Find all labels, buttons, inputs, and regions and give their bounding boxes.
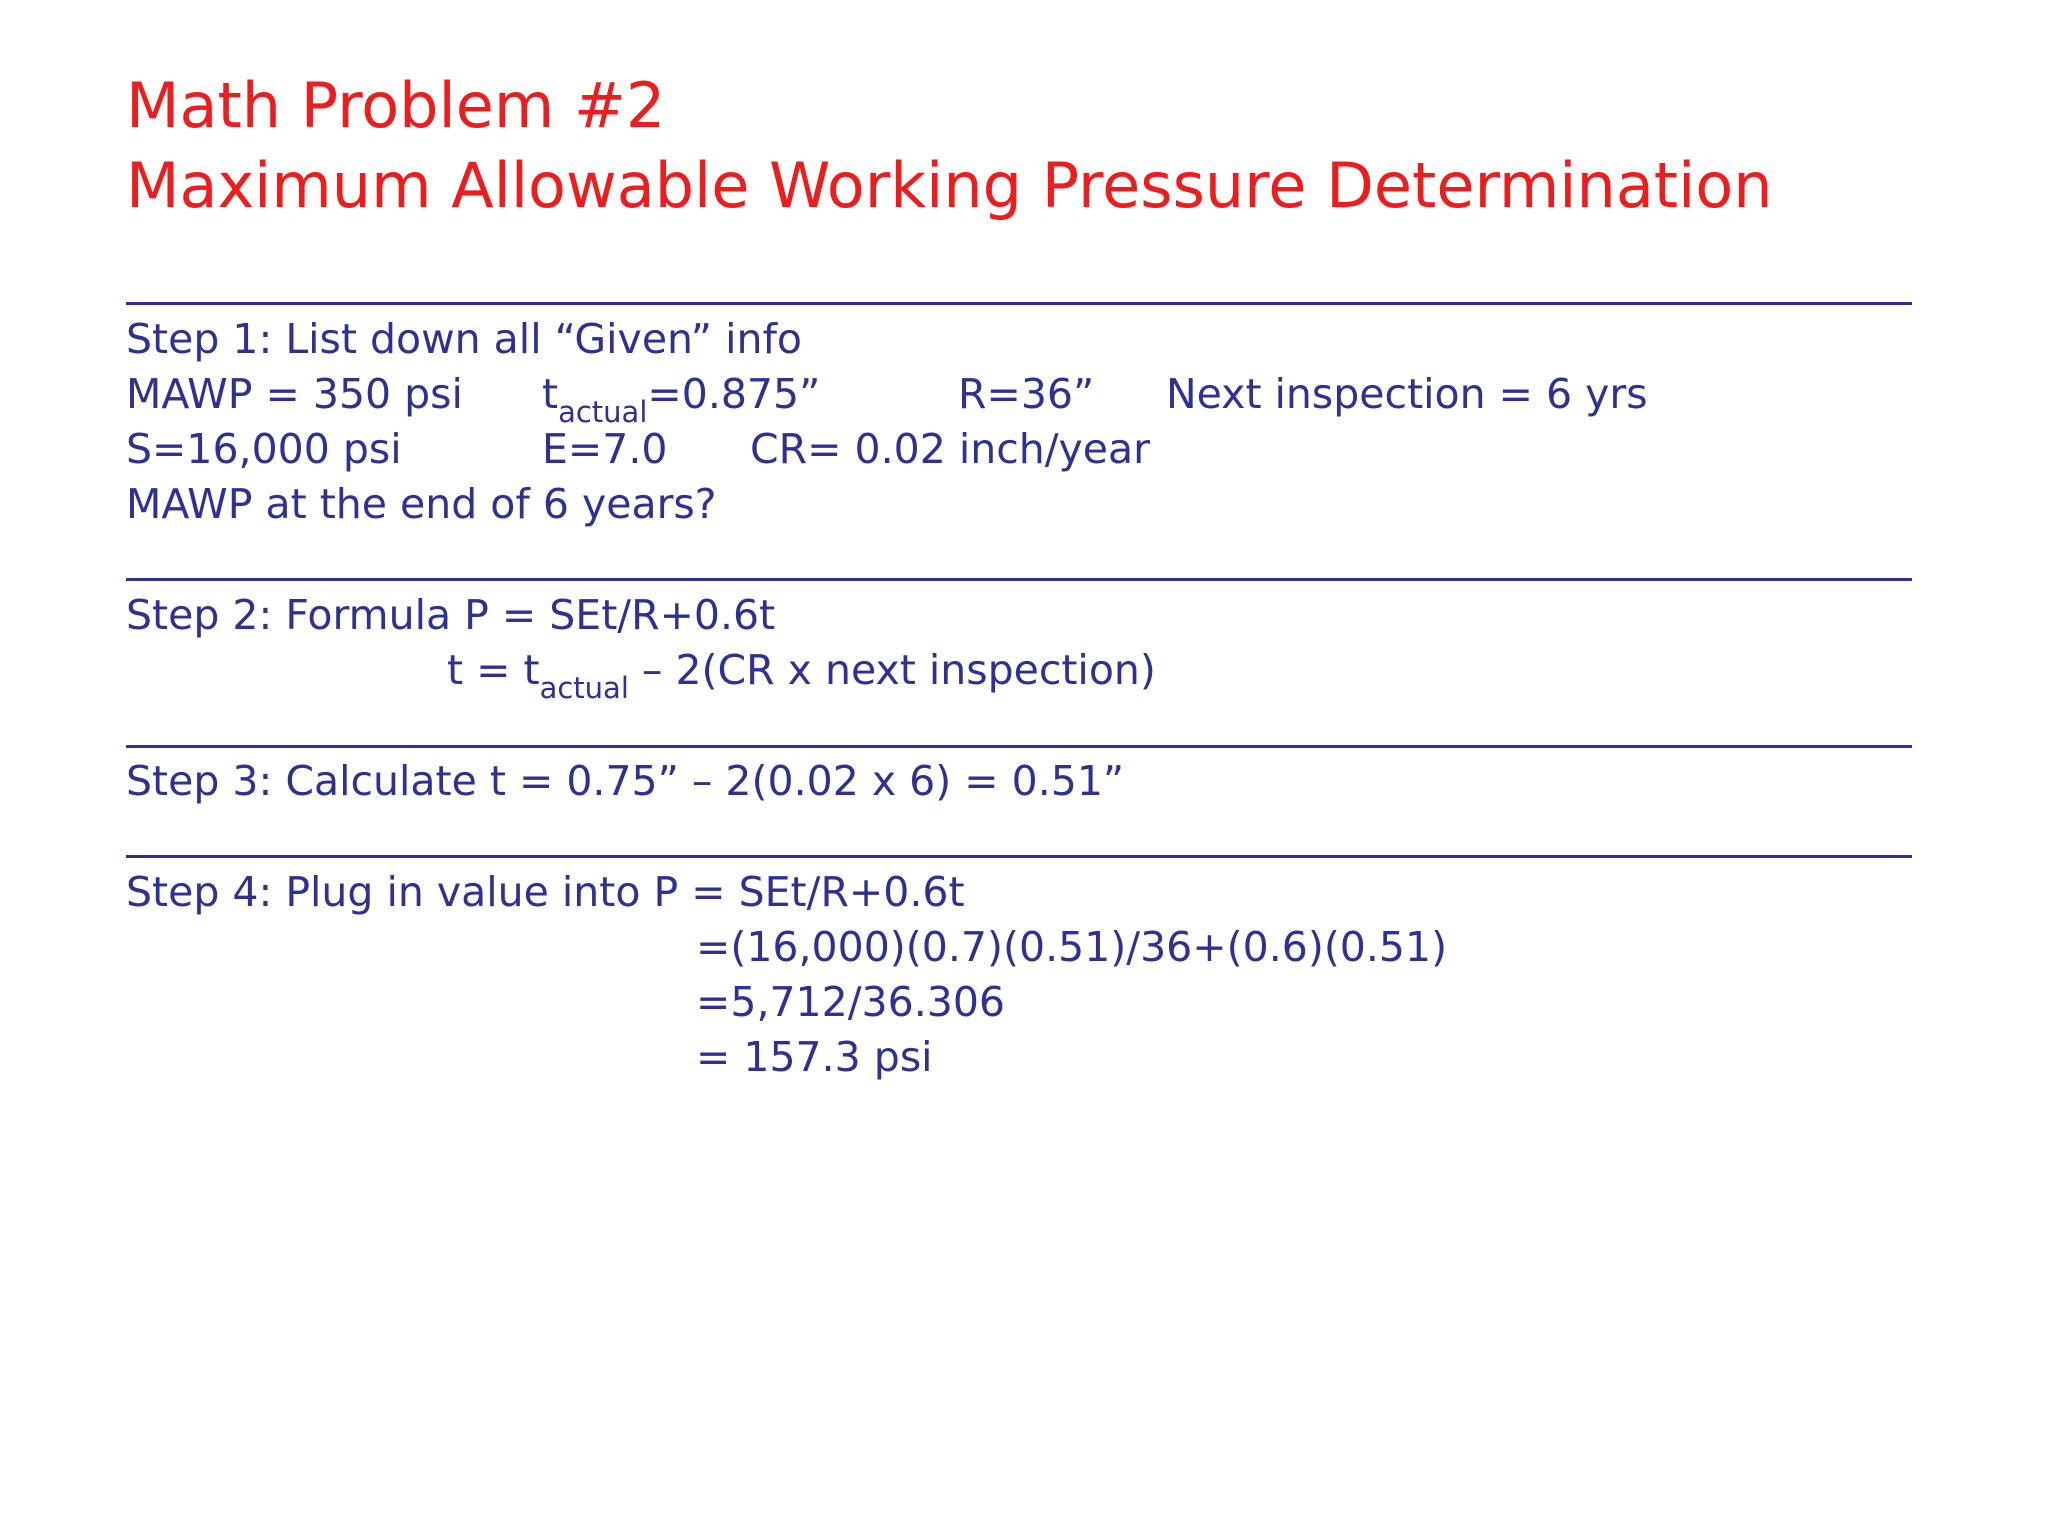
divider-2 <box>126 578 1912 581</box>
t-subscript: actual <box>558 395 648 429</box>
given-next-inspection: Next inspection = 6 yrs <box>1166 370 1648 418</box>
given-t-actual <box>542 367 821 429</box>
step3-heading: Step 3: Calculate t = 0.75” – 2(0.02 x 6) = 0.51” <box>126 757 1125 805</box>
step2-heading: Step 2: Formula P = SEt/R+0.6t <box>126 591 776 639</box>
divider-4 <box>126 855 1912 858</box>
title-line-1: Math Problem #2 <box>126 69 666 142</box>
divider-3 <box>126 745 1912 748</box>
title-line-2: Maximum Allowable Working Pressure Determination <box>126 149 1773 222</box>
t-actual-value: =0.875” <box>647 370 821 418</box>
given-mawp: MAWP = 350 psi <box>126 370 463 418</box>
step4-heading: Step 4: Plug in value into P = SEt/R+0.6t <box>126 868 965 916</box>
step2-t-formula <box>447 643 1156 705</box>
t-symbol: t <box>542 370 559 418</box>
step1-question: MAWP at the end of 6 years? <box>126 480 717 528</box>
given-stress: S=16,000 psi <box>126 425 402 473</box>
divider-1 <box>126 302 1912 305</box>
step4-line-2: =5,712/36.306 <box>696 978 1006 1026</box>
slide-title <box>126 66 1773 226</box>
given-efficiency: E=7.0 <box>542 425 668 473</box>
t-formula-subscript: actual <box>539 671 629 705</box>
given-corrosion-rate: CR= 0.02 inch/year <box>750 425 1151 473</box>
t-formula-prefix: t = t <box>447 646 540 694</box>
given-radius: R=36” <box>958 370 1095 418</box>
step4-result: = 157.3 psi <box>696 1033 933 1081</box>
step4-line-1: =(16,000)(0.7)(0.51)/36+(0.6)(0.51) <box>696 923 1448 971</box>
t-formula-rest: – 2(CR x next inspection) <box>628 646 1156 694</box>
step1-heading: Step 1: List down all “Given” info <box>126 315 802 363</box>
